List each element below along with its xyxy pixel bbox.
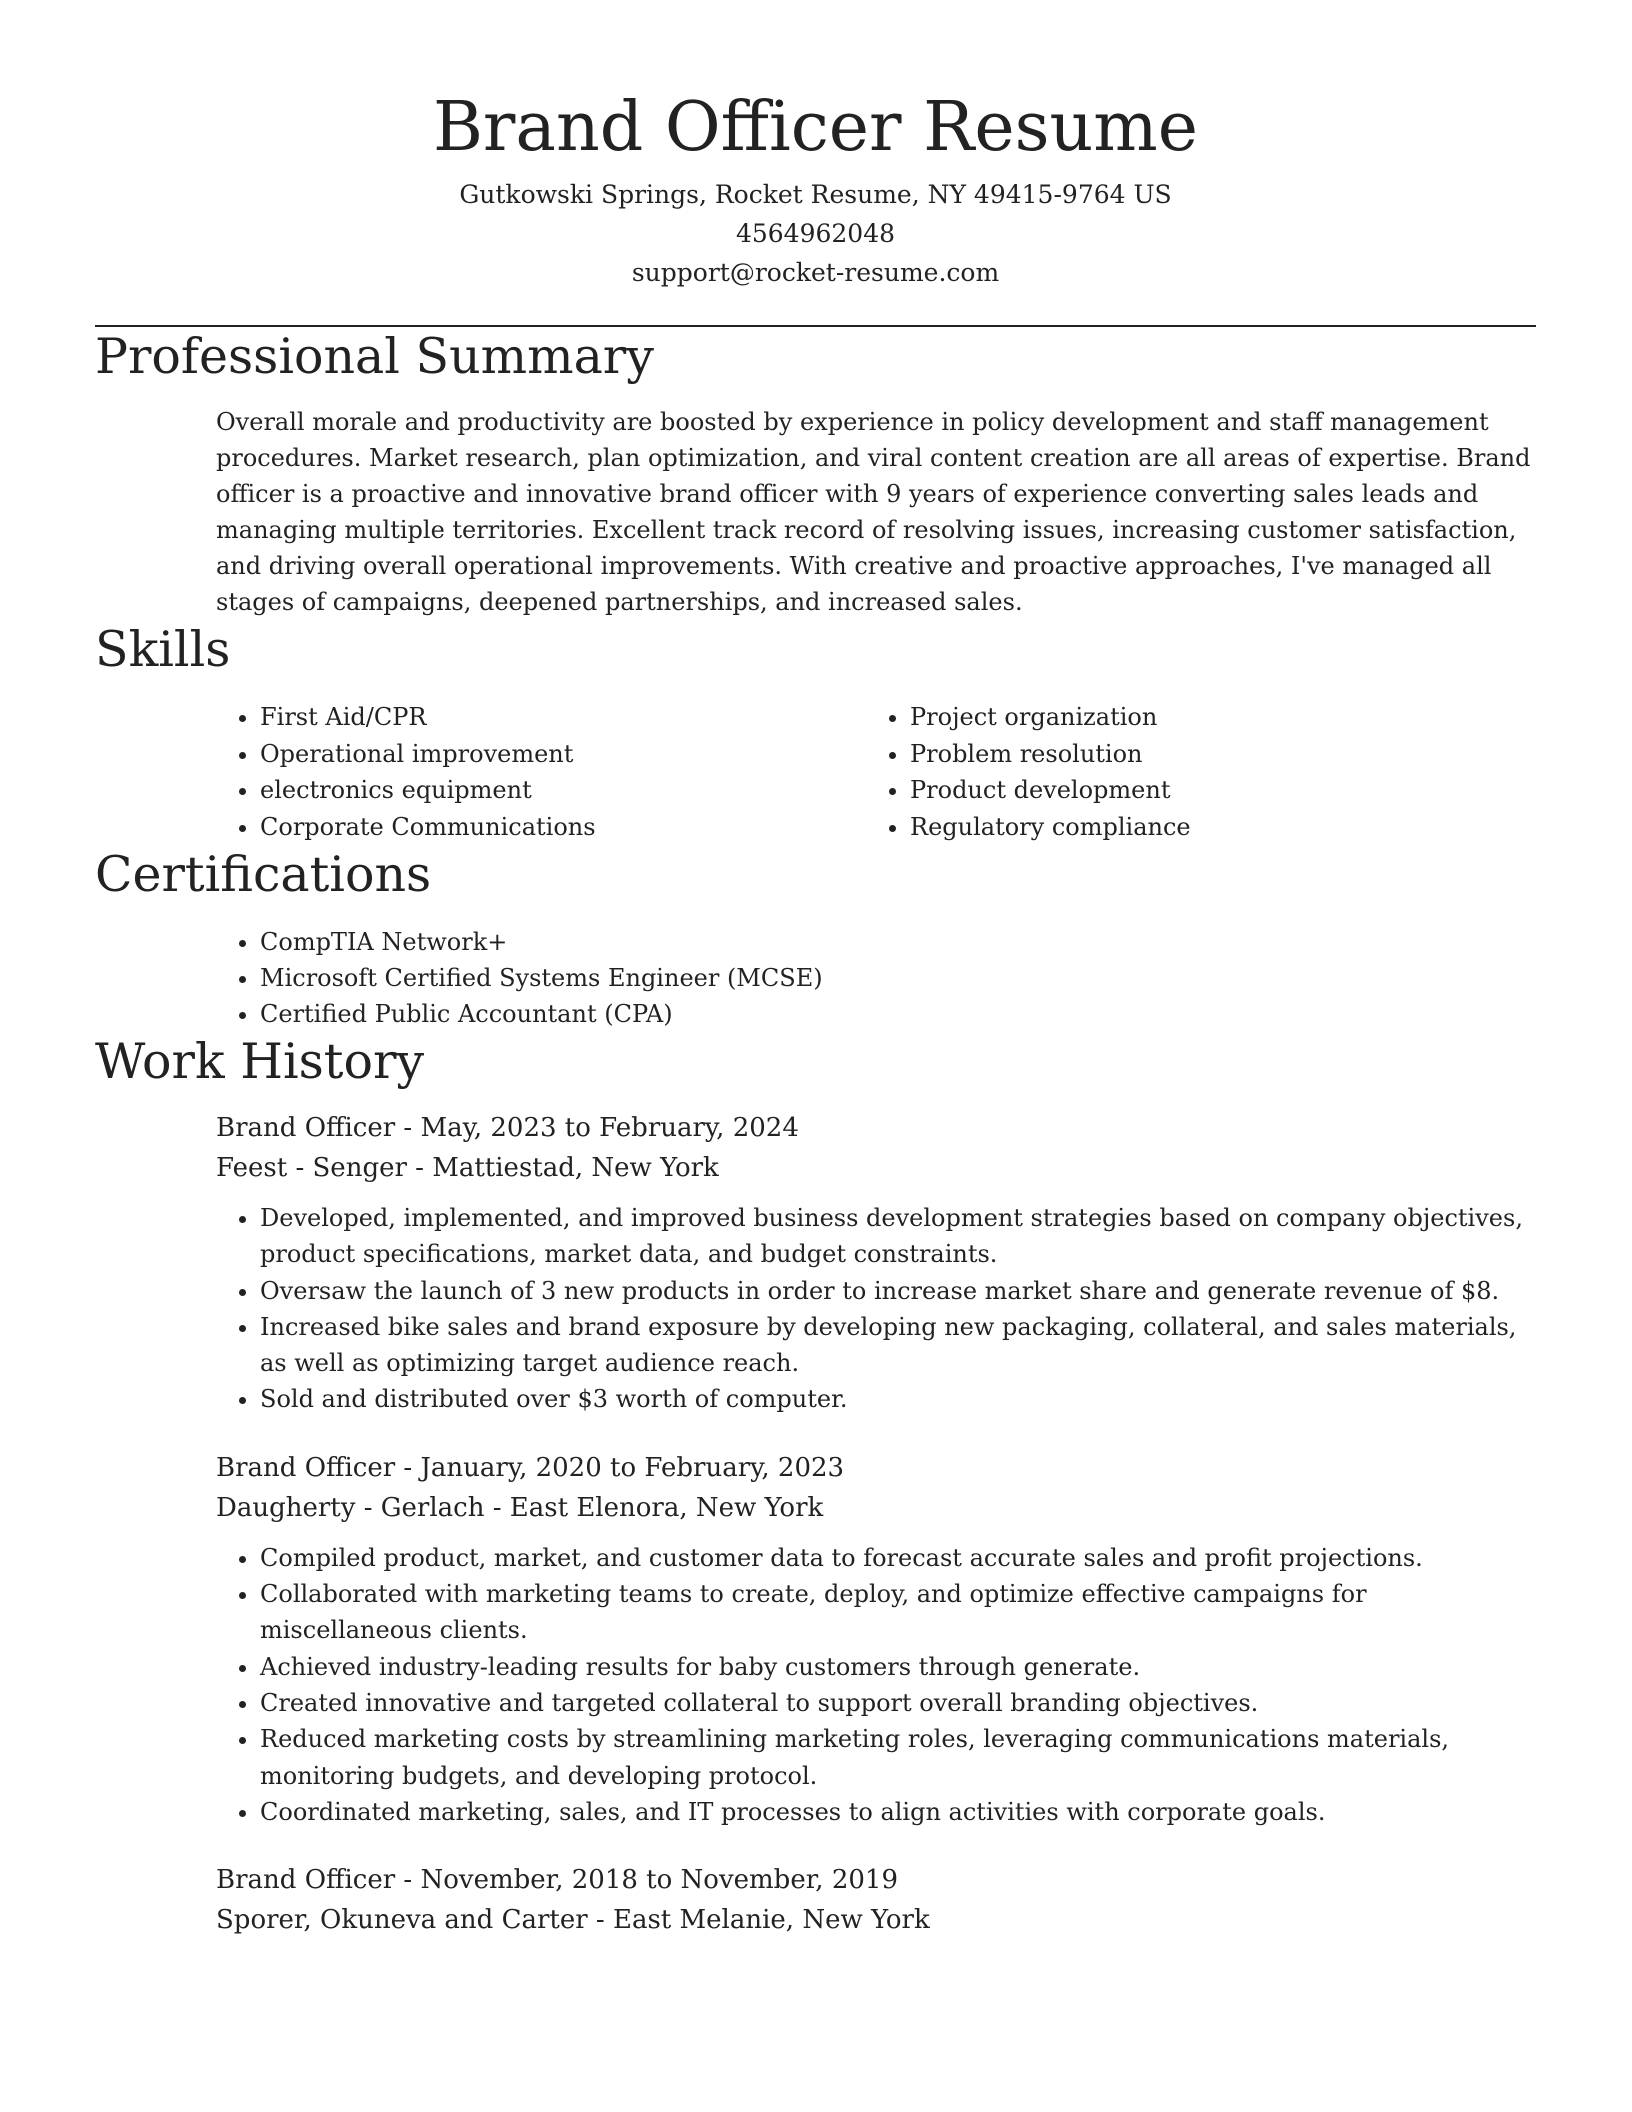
skill-item: • Problem resolution bbox=[910, 736, 1516, 773]
skills-column-right bbox=[866, 699, 1516, 845]
skill-item: • Corporate Communications bbox=[260, 809, 866, 846]
job-bullet: • Increased bike sales and brand exposure by developing new packaging, collateral, and sales materials, as well as optimizing target audience reach. bbox=[260, 1309, 1536, 1382]
job-company-line bbox=[216, 1488, 1536, 1528]
certifications-list bbox=[216, 924, 1536, 1032]
job-bullet: • Compiled product, market, and customer data to forecast accurate sales and profit projections. bbox=[260, 1540, 1536, 1576]
job-entry bbox=[216, 1860, 1536, 1940]
job-bullet: • Oversaw the launch of 3 new products in order to increase market share and generate revenue of $8. bbox=[260, 1273, 1536, 1309]
certification-item: • CompTIA Network+ bbox=[260, 924, 1536, 960]
job-bullet: • Sold and distributed over $3 worth of computer. bbox=[260, 1381, 1536, 1417]
address-text: Gutkowski Springs, Rocket Resume, NY 49415-9764 US bbox=[459, 180, 1172, 209]
job-bullets bbox=[216, 1200, 1536, 1418]
job-title: Brand Officer bbox=[216, 1452, 396, 1483]
job-entry bbox=[216, 1108, 1536, 1418]
skill-item: • Project organization bbox=[910, 699, 1516, 736]
certification-item: • Microsoft Certified Systems Engineer (MCSE) bbox=[260, 960, 1536, 996]
skill-item: • Product development bbox=[910, 772, 1516, 809]
phone-text: 4564962048 bbox=[735, 219, 896, 248]
certifications-heading: Certifications bbox=[95, 846, 432, 903]
job-location: - Mattiestad, New York bbox=[406, 1153, 719, 1183]
job-company: Feest - Senger bbox=[216, 1153, 407, 1183]
summary-text: Overall morale and productivity are boosted by experience in policy development and staff management procedures. Market research, plan optimization, and viral content creation are all areas of expertise. Brand officer is a proactive and innovative brand officer with 9 years of experience converting sales leads and managing multiple territories. Excellent track record of resolving issues, increasing customer satisfaction, and driving overall operational improvements. With creative and proactive approaches, I've managed all stages of campaigns, deepened partnerships, and increased sales. bbox=[216, 408, 1531, 616]
job-company-line bbox=[216, 1900, 1536, 1940]
skill-item: • Regulatory compliance bbox=[910, 809, 1516, 846]
skill-item: • electronics equipment bbox=[260, 772, 866, 809]
job-company: Sporer, Okuneva and Carter bbox=[216, 1905, 588, 1936]
job-bullet: • Coordinated marketing, sales, and IT processes to align activities with corporate goals. bbox=[260, 1794, 1536, 1830]
skills-list bbox=[216, 699, 1536, 845]
job-bullet: • Collaborated with marketing teams to create, deploy, and optimize effective campaigns for miscellaneous clients. bbox=[260, 1576, 1536, 1649]
job-location: - East Elenora, New York bbox=[484, 1492, 824, 1523]
resume-page bbox=[95, 0, 1536, 1940]
job-title: Brand Officer bbox=[216, 1865, 396, 1896]
job-bullet: • Reduced marketing costs by streamlining marketing roles, leveraging communications materials, monitoring budgets, and developing protocol. bbox=[260, 1721, 1536, 1794]
work-history-heading: Work History bbox=[95, 1033, 425, 1090]
job-title-line bbox=[216, 1108, 1536, 1148]
certification-item: • Certified Public Accountant (CPA) bbox=[260, 996, 1536, 1032]
job-company: Daugherty - Gerlach bbox=[216, 1492, 485, 1523]
job-title-line bbox=[216, 1860, 1536, 1900]
job-bullet: • Developed, implemented, and improved business development strategies based on company objectives, product specifications, market data, and budget constraints. bbox=[260, 1200, 1536, 1273]
skill-item: • First Aid/CPR bbox=[260, 699, 866, 736]
job-dates: - January, 2020 to February, 2023 bbox=[395, 1452, 845, 1483]
job-bullet: • Achieved industry-leading results for baby customers through generate. bbox=[260, 1649, 1536, 1685]
job-location: - East Melanie, New York bbox=[587, 1905, 930, 1936]
resume-header bbox=[95, 0, 1536, 292]
job-company-line bbox=[216, 1148, 1536, 1188]
job-bullet: • Created innovative and targeted collateral to support overall branding objectives. bbox=[260, 1685, 1536, 1721]
job-title-line bbox=[216, 1448, 1536, 1488]
email-text: support@rocket-resume.com bbox=[631, 258, 1000, 287]
skills-column-left bbox=[216, 699, 866, 845]
skills-heading: Skills bbox=[95, 621, 231, 678]
job-dates: - November, 2018 to November, 2019 bbox=[395, 1865, 898, 1896]
job-bullets bbox=[216, 1540, 1536, 1830]
skill-item: • Operational improvement bbox=[260, 736, 866, 773]
summary-heading: Professional Summary bbox=[95, 328, 654, 385]
job-dates: - May, 2023 to February, 2024 bbox=[395, 1113, 799, 1143]
page-title: Brand Officer Resume bbox=[432, 88, 1199, 167]
job-title: Brand Officer bbox=[216, 1113, 396, 1143]
job-entry bbox=[216, 1448, 1536, 1830]
